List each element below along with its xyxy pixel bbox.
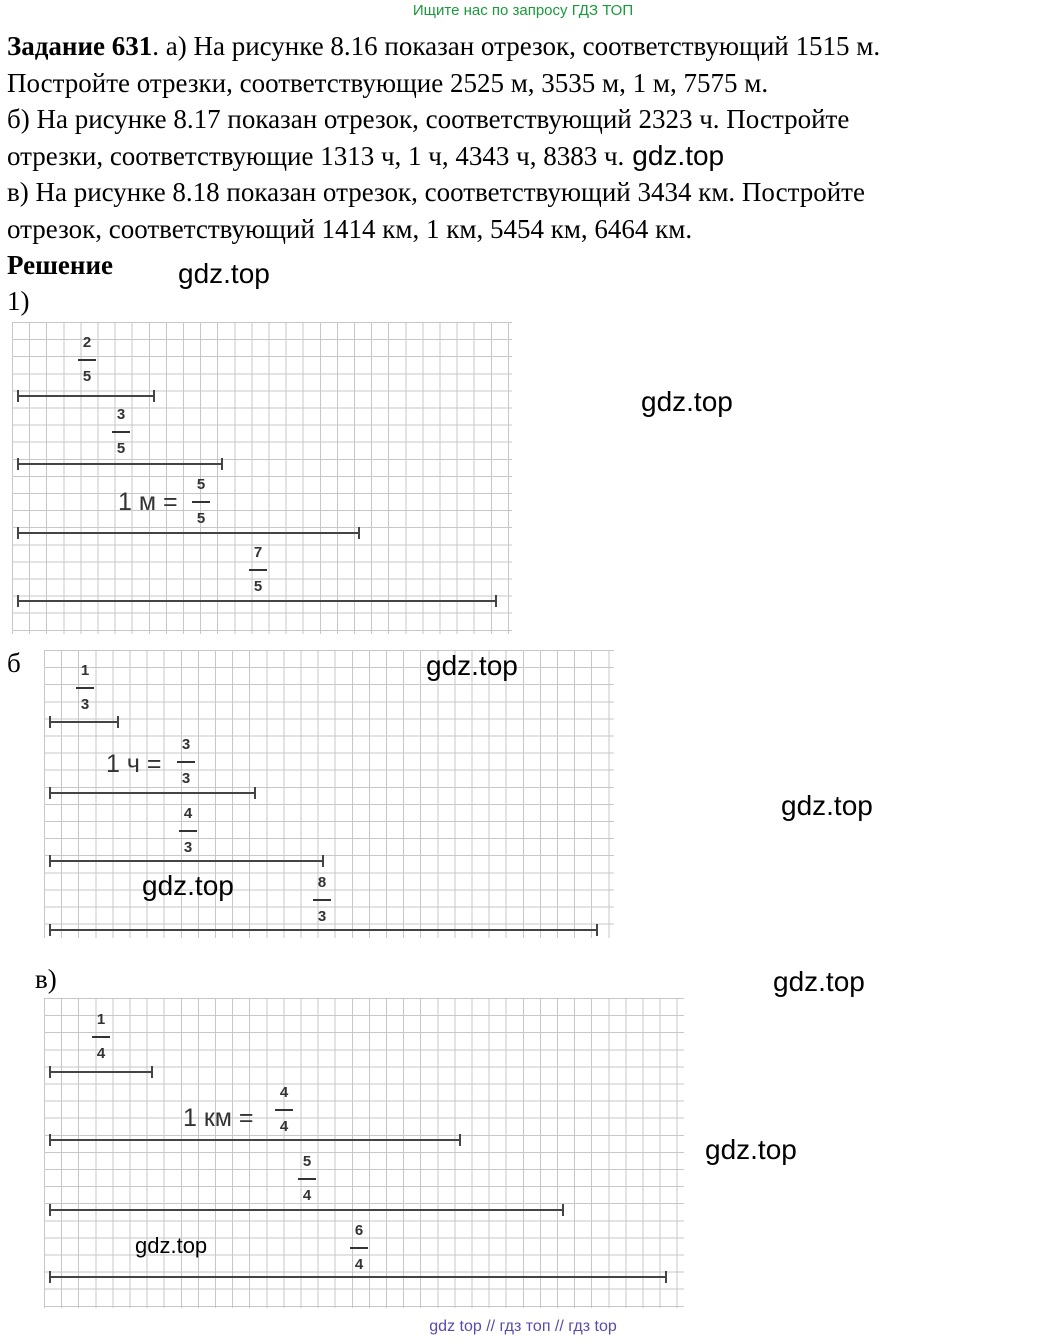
segment-c-1-4 (49, 1071, 153, 1073)
task-line-1: Задание 631. а) На рисунке 8.16 показан отрезок, соответствующий 1515 м. (7, 31, 881, 61)
task-number: Задание 631 (7, 31, 153, 61)
fraction-b-8-3: 8 3 (313, 875, 331, 925)
fraction-c-1-4: 1 4 (92, 1012, 110, 1062)
fraction-a-5-5: 5 5 (192, 477, 210, 527)
task-line-2: Постройте отрезки, соответствующие 2525 м, 3535 м, 1 м, 7575 м. (7, 67, 769, 98)
task-line-4: отрезки, соответствующие 1313 ч, 1 ч, 4343 ч, 8383 ч. gdz.top (7, 139, 725, 171)
segment-a-3-5 (17, 463, 223, 465)
segment-a-5-5 (17, 532, 360, 534)
segment-c-6-4 (49, 1276, 667, 1278)
task-line-5: в) На рисунке 8.18 показан отрезок, соответствующий 3434 км. Постройте (7, 177, 865, 207)
fraction-c-5-4: 5 4 (298, 1154, 316, 1204)
fraction-b-4-3: 4 3 (179, 806, 197, 856)
watermark-6: gdz.top (773, 966, 865, 997)
segment-c-4-4 (49, 1139, 461, 1141)
fraction-a-2-5: 2 5 (78, 335, 96, 385)
watermark-1: gdz.top (178, 258, 270, 289)
equation-label-b: 1 ч = (106, 750, 162, 778)
fraction-c-6-4: 6 4 (350, 1223, 368, 1273)
part-c-label: в) (35, 964, 57, 994)
fraction-c-4-4: 4 4 (275, 1085, 293, 1135)
watermark-4: gdz.top (142, 870, 234, 901)
solution-heading: Решение (7, 250, 113, 280)
fraction-a-7-5: 7 5 (249, 545, 267, 595)
task-text (7, 28, 880, 247)
watermark-7: gdz.top (135, 1233, 208, 1258)
segment-a-2-5 (17, 395, 155, 397)
segment-b-8-3 (49, 929, 598, 931)
equation-label-a: 1 м = (118, 488, 178, 516)
segment-b-4-3 (49, 860, 324, 862)
equation-label-c: 1 км = (183, 1104, 254, 1132)
segment-c-5-4 (49, 1209, 564, 1211)
watermark-5: gdz.top (781, 790, 873, 821)
task-line-3: б) На рисунке 8.17 показан отрезок, соответствующий 2323 ч. Постройте (7, 104, 850, 134)
segment-b-1-3 (49, 721, 119, 723)
part-a-label: 1) (7, 286, 30, 316)
watermark-2: gdz.top (641, 386, 733, 417)
fraction-b-1-3: 1 3 (76, 663, 94, 713)
task-line-6: отрезок, соответствующий 1414 км, 1 км, 5454 км, 6464 км. (7, 213, 693, 244)
fraction-b-3-3: 3 3 (177, 737, 195, 787)
segment-b-3-3 (49, 792, 256, 794)
footer-links[interactable]: gdz top // гдз топ // гдз top (429, 1318, 617, 1335)
segment-a-7-5 (17, 600, 497, 602)
watermark-8: gdz.top (705, 1134, 797, 1165)
watermark-3: gdz.top (426, 650, 518, 681)
watermark-inline: gdz.top (632, 139, 725, 171)
search-hint-link[interactable]: Ищите нас по запросу ГДЗ ТОП (412, 2, 634, 19)
fraction-a-3-5: 3 5 (112, 407, 130, 457)
part-b-label: б (7, 648, 21, 678)
